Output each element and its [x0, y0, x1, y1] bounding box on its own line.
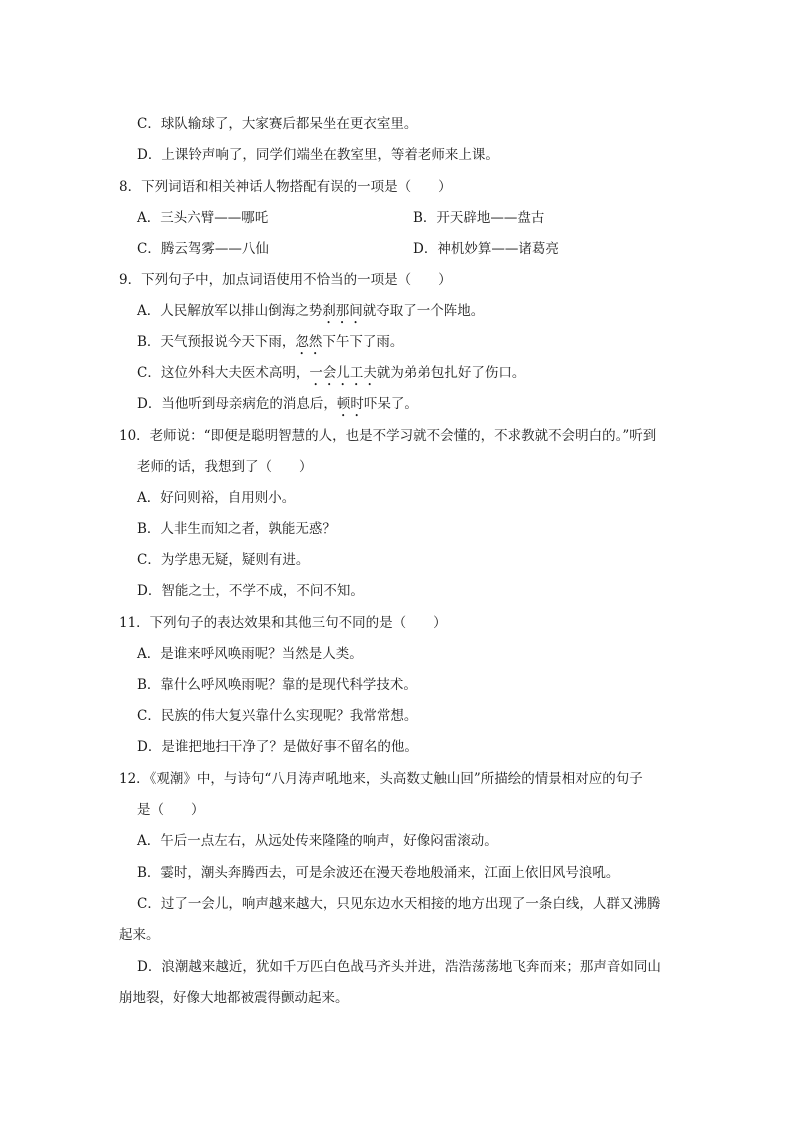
question-10-stem-cont: 老师的话，我想到了（ ）: [137, 459, 313, 475]
q9-d-text-after: 吓呆了。: [363, 396, 418, 412]
question-12-stem-cont: 是（ ）: [137, 802, 205, 818]
q12-option-a: A．午后一点左右，从远处传来隆隆的响声，好像闷雷滚动。: [137, 833, 498, 849]
q8-option-a: A．三头六臂——哪吒: [137, 210, 269, 226]
q11-option-c: C．民族的伟大复兴靠什么实现呢？我常常想。: [137, 708, 418, 724]
question-8-stem: 8．下列词语和相关神话人物搭配有误的一项是（ ）: [119, 179, 452, 195]
q9-option-d: [137, 395, 418, 420]
q9-c-text-before: C．这位外科大夫医术高明，: [137, 365, 310, 381]
q8-option-c: C．腾云驾雾——八仙: [137, 241, 269, 257]
q9-a-text-before: A．人民解放军以排山倒海之势: [137, 303, 323, 319]
q12-option-c-cont: 起来。: [119, 927, 160, 943]
q12-option-b: B．霎时，潮头奔腾西去，可是余波还在漫天卷地般涌来，江面上依旧风号浪吼。: [137, 865, 620, 881]
q12-option-d: D．浪潮越来越近，犹如千万匹白色战马齐头并进，浩浩荡荡地飞奔而来；那声音如同山: [137, 959, 661, 975]
q9-d-text-before: D．当他听到母亲病危的消息后，: [137, 396, 337, 412]
q12-option-d-cont: 崩地裂，好像大地都被震得颤动起来。: [119, 990, 349, 1006]
q9-b-text-after: 下午下了雨。: [322, 334, 404, 350]
q9-c-text-after: 就为弟弟包扎好了伤口。: [376, 365, 526, 381]
q8-option-d: D．神机妙算——诸葛亮: [413, 241, 559, 257]
q9-option-c: [137, 364, 525, 389]
q8-option-b: B．开天辟地——盘古: [413, 210, 545, 226]
question-10-stem: 10．老师说：“即便是聪明智慧的人，也是不学习就不会懂的，不求教就不会明白的。”听到: [119, 428, 657, 444]
question-12-stem: 12．《观潮》中，与诗句“八月涛声吼地来，头高数丈触山回”所描绘的情景相对应的句子: [119, 771, 643, 787]
q10-option-a: A．好问则裕，自用则小。: [137, 490, 296, 506]
q10-option-c: C．为学患无疑，疑则有进。: [137, 552, 310, 568]
q11-option-b: B．靠什么呼风唤雨呢？靠的是现代科学技术。: [137, 677, 417, 693]
q10-option-b: B．人非生而知之者，孰能无惑？: [137, 521, 336, 537]
q9-a-text-after: 就夺取了一个阵地。: [362, 303, 485, 319]
q9-b-dotted-word: 忽然: [295, 334, 323, 350]
question-11-stem: 11．下列句子的表达效果和其他三句不同的是（ ）: [119, 615, 447, 631]
q12-option-c: C．过了一会儿，响声越来越大，只见东边水天相接的地方出现了一条白线，人群又沸腾: [137, 896, 661, 912]
q9-a-dotted-word: 刹那间: [322, 303, 363, 319]
q9-option-b: [137, 333, 403, 358]
q11-option-a: A．是谁来呼风唤雨呢？当然是人类。: [137, 646, 363, 662]
q9-b-text-before: B．天气预报说今天下雨，: [137, 334, 296, 350]
q9-c-dotted-word: 一会儿工夫: [309, 365, 377, 381]
question-9-stem: 9．下列句子中，加点词语使用不恰当的一项是（ ）: [119, 272, 452, 288]
q9-d-dotted-word: 顿时: [336, 396, 364, 412]
q11-option-d: D．是谁把地扫干净了？是做好事不留名的他。: [137, 739, 418, 755]
q7-option-c: C．球队输球了，大家赛后都呆坐在更衣室里。: [137, 116, 418, 132]
q7-option-d: D．上课铃声响了，同学们端坐在教室里，等着老师来上课。: [137, 147, 499, 163]
q9-option-a: [137, 302, 484, 327]
q10-option-d: D．智能之士，不学不成，不问不知。: [137, 583, 364, 599]
